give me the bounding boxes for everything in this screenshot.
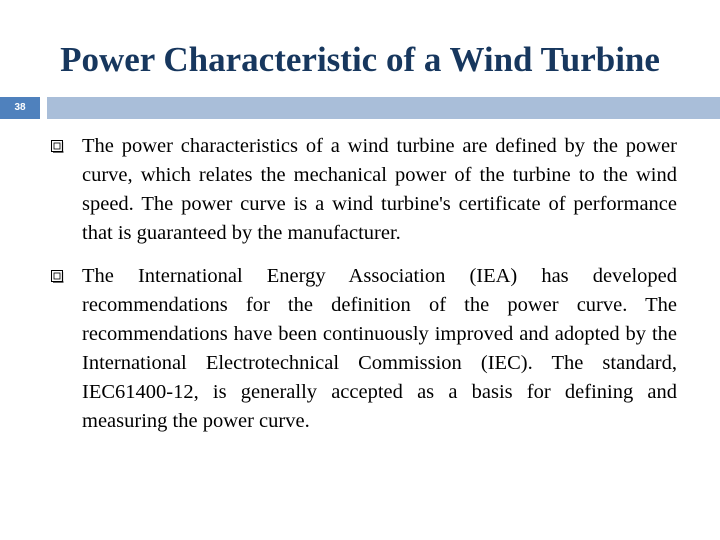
slide-title: Power Characteristic of a Wind Turbine [60,40,660,79]
page-number-badge: 38 [0,97,40,119]
bullet-text: The power characteristics of a wind turbine are defined by the power curve, which relates the mechanical power of the turbine to the wind speed. The power curve is a wind turbine's certificate of performance that is guaranteed by the manufacturer. [82,135,677,244]
square-bullet-icon [51,140,64,153]
bullet-item [0,132,720,248]
square-bullet-icon [51,270,64,283]
slide-body [0,132,720,450]
header-band [0,97,720,119]
header-bar [47,97,720,119]
bullet-item [0,262,720,436]
bullet-text: The International Energy Association (IEA) has developed recommendations for the definition of the power curve. The recommendations have been continuously improved and adopted by the International Electrotechnical Commission (IEC). The standard, IEC61400-12, is generally accepted as a basis for defining and measuring the power curve. [82,265,677,432]
